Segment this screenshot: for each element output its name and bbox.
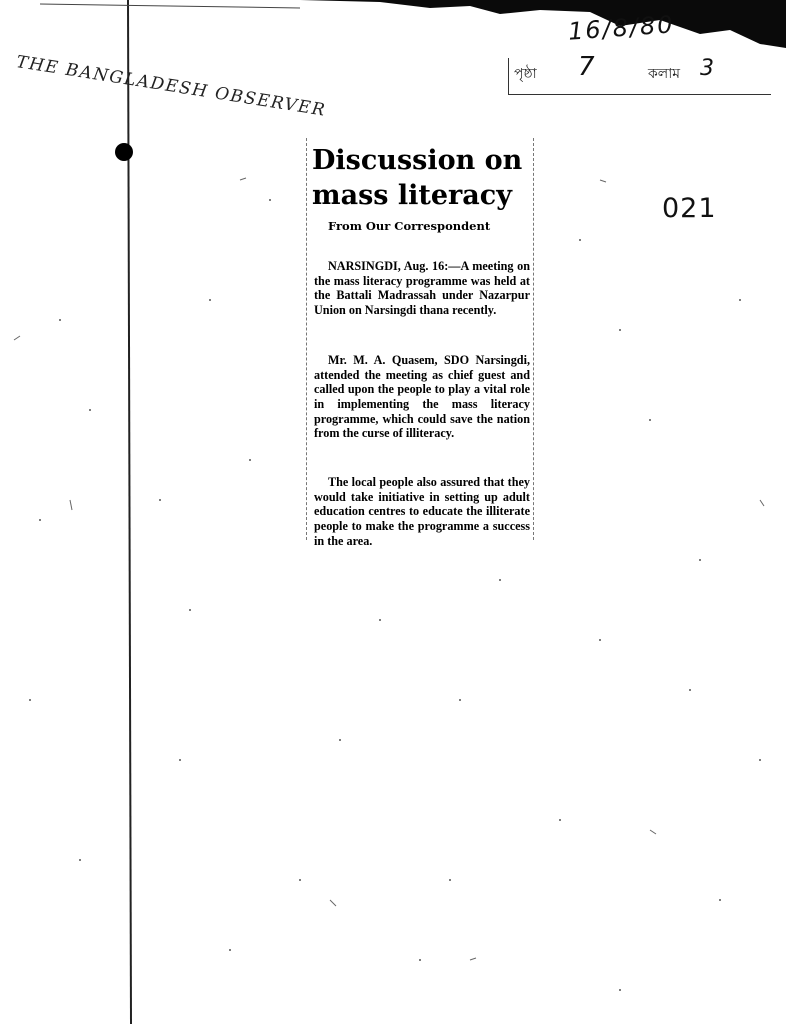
article-headline (312, 143, 542, 213)
newspaper-masthead: THE BANGLADESH OBSERVER (14, 52, 328, 121)
article-paragraph: NARSINGDI, Aug. 16:—A meeting on the mass literacy programme was held at the Battali Madrassah under Nazarpur Union on Narsingdi thana recently. (314, 259, 530, 317)
article-paragraph: The local people also assured that they would take initiative in setting up adult education centres to educate the illiterate people to make the programme a success in the area. (314, 475, 530, 548)
document-number: 021 (662, 193, 717, 224)
page-value: 7 (578, 52, 595, 82)
article-paragraph: Mr. M. A. Quasem, SDO Narsingdi, attended the meeting as chief guest and called upon the people to play a vital role in implementing the mass literacy programme, which could save the nation from the curse of illiteracy. (314, 353, 530, 441)
reference-box (508, 58, 771, 95)
article-byline: From Our Correspondent (328, 219, 491, 233)
handwritten-date: 16/8/80 (567, 10, 676, 46)
page-label: পৃষ্ঠা (514, 66, 537, 82)
headline-line-1: Discussion on (312, 145, 523, 176)
headline-line-2: mass literacy (312, 180, 512, 211)
punch-hole (115, 143, 133, 161)
column-value: 3 (700, 56, 714, 81)
column-label: কলাম (648, 66, 681, 82)
torn-edge-dark (300, 0, 786, 48)
header-rule (40, 4, 300, 8)
